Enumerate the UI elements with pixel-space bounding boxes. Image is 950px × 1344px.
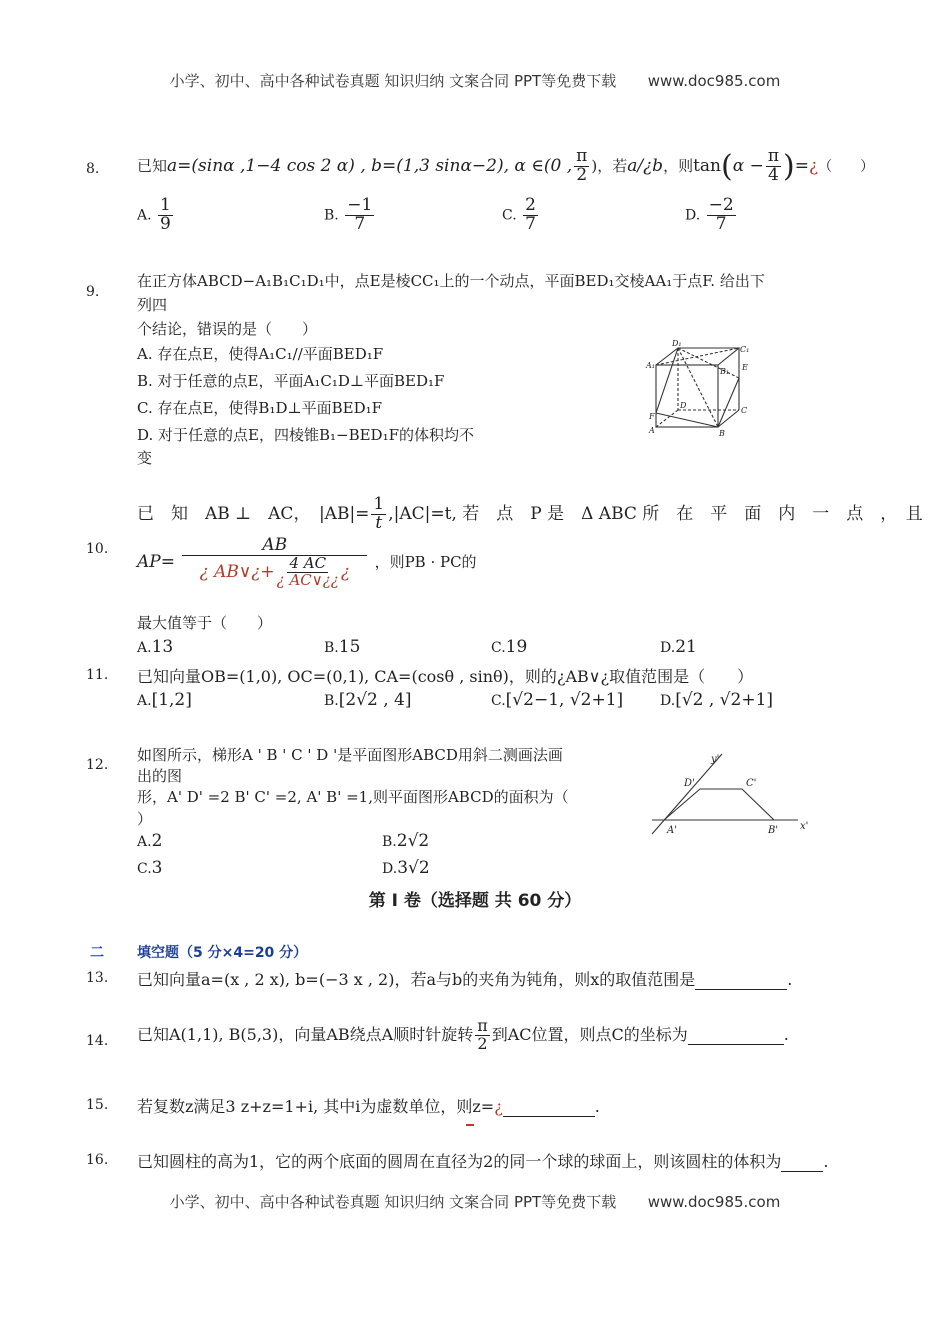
y-axis — [652, 754, 722, 834]
answer-blank-15[interactable] — [503, 1097, 595, 1117]
question-14-number: 14. — [86, 1033, 109, 1049]
question-15-number: 15. — [86, 1097, 109, 1113]
question-10-line3: 最大值等于（ ） — [137, 614, 273, 632]
question-9-option-c[interactable]: C. 存在点E，使得B₁D⊥平面BED₁F — [137, 399, 383, 417]
label-a: A — [649, 426, 655, 435]
section-title: 第 I 卷（选择题 共 60 分） — [368, 891, 582, 911]
question-10-option-c[interactable]: C.19 — [491, 637, 528, 657]
label-y: y' — [711, 754, 720, 765]
red-dash-mark — [466, 1124, 474, 1126]
question-11-option-d[interactable]: D.[√2 , √2+1] — [660, 690, 774, 710]
question-10-option-d[interactable]: D.21 — [660, 637, 697, 657]
header-site: www.doc985.com — [647, 72, 781, 90]
question-12-line4: ） — [137, 810, 153, 828]
question-8-option-c[interactable]: C. $\frac{2}{7}$ — [502, 195, 536, 234]
question-9-option-d-cont: 变 — [137, 449, 153, 467]
cube-figure — [640, 338, 760, 440]
question-10-line1: 已 知 AB ⊥ AC， |AB|= $\frac{1}{t}$ ,|AC|=t, 若 点 P 是 Δ ABC 所 在 平 面 内 一 点 ， 且 — [137, 494, 923, 533]
question-13-stem: 已知向量a=(x , 2 x), b=(−3 x , 2)，若a与b的夹角为钝角，则x的取值范围是 . — [137, 970, 793, 989]
question-12-line3: 形，A' D' =2 B' C' =2, A' B' =1,则平面图形ABCD的面积为（ — [137, 788, 569, 806]
header-text: 小学、初中、高中各种试卷真题 知识归纳 文案合同 PPT等免费下载 — [169, 72, 617, 90]
question-8-option-b[interactable]: B. $\frac{-1}{7}$ — [324, 195, 373, 234]
label-b: B — [719, 429, 725, 438]
question-11-option-b[interactable]: B.[2√2 , 4] — [324, 690, 412, 710]
label-d: D — [680, 401, 687, 410]
question-13-number: 13. — [86, 970, 109, 986]
section2-number: 二 — [90, 945, 104, 961]
answer-blank-16[interactable] — [781, 1152, 823, 1172]
label-d-prime: D' — [684, 778, 695, 789]
question-12-line2: 出的图 — [137, 767, 183, 785]
question-16-number: 16. — [86, 1152, 109, 1168]
answer-blank-13[interactable] — [695, 970, 787, 990]
label-c-prime: C' — [746, 778, 757, 789]
answer-blank-14[interactable] — [688, 1025, 784, 1045]
question-9-number: 9. — [86, 284, 100, 300]
question-12-number: 12. — [86, 757, 109, 773]
question-9-option-b[interactable]: B. 对于任意的点E，平面A₁C₁D⊥平面BED₁F — [137, 372, 445, 390]
question-8-number: 8. — [86, 161, 100, 177]
label-c1: C₁ — [740, 345, 750, 354]
footer-site: www.doc985.com — [647, 1193, 781, 1211]
question-11-option-a[interactable]: A.[1,2] — [137, 690, 192, 710]
question-8-stem: 已知a=(sinα ,1−4 cos 2 α) , b=(1,3 sinα−2), α ∈(0 , $\frac{\pi}{2}$ )，若a/¿b，则tan(α − $\frac{\pi}{4}$ )=¿（ ） — [137, 146, 875, 185]
question-10-option-a[interactable]: A.13 — [137, 637, 174, 657]
label-a-prime: A' — [667, 825, 677, 836]
question-11-number: 11. — [86, 667, 109, 683]
question-10-option-b[interactable]: B.15 — [324, 637, 361, 657]
question-12-option-c[interactable]: C.3 — [137, 858, 163, 878]
label-c: C — [741, 406, 748, 415]
question-9-line3: 个结论，错误的是（ ） — [137, 320, 318, 338]
question-14-stem: 已知A(1,1), B(5,3)，向量AB绕点A顺时针旋转 $\frac{\pi}{2}$ 到AC位置，则点C的坐标为 . — [137, 1016, 789, 1053]
question-16-stem: 已知圆柱的高为1，它的两个底面的圆周在直径为2的同一个球的球面上，则该圆柱的体积为 . — [137, 1152, 829, 1171]
question-9-option-d[interactable]: D. 对于任意的点E，四棱锥B₁−BED₁F的体积均不 — [137, 426, 475, 444]
trapezoid-figure — [648, 748, 818, 840]
question-9-line2: 列四 — [137, 296, 168, 314]
question-10-number: 10. — [86, 541, 109, 557]
label-b-prime: B' — [768, 825, 779, 836]
trapezoid-shape — [664, 789, 774, 820]
question-12-option-a[interactable]: A.2 — [137, 831, 163, 851]
question-9-line1: 在正方体ABCD−A₁B₁C₁D₁中，点E是棱CC₁上的一个动点，平面BED₁交棱AA₁于点F. 给出下 — [137, 272, 765, 290]
page-header — [0, 70, 950, 91]
question-8-option-a[interactable]: A. $\frac{1}{9}$ — [137, 195, 171, 234]
label-d1: D₁ — [672, 339, 682, 348]
page-footer — [0, 1191, 950, 1212]
section2-title: 填空题（5 分×4=20 分） — [137, 945, 308, 961]
question-12-option-d[interactable]: D.3√2 — [382, 858, 430, 878]
question-8-option-d[interactable]: D. $\frac{-2}{7}$ — [685, 195, 734, 234]
question-9-option-a[interactable]: A. 存在点E，使得A₁C₁//平面BED₁F — [137, 345, 384, 363]
question-10-formula: AP= AB ¿ AB∨¿+ $\frac{4 AC}{¿ AC\vee¿¿}$ ¿ ，则PB · PC的 — [137, 535, 477, 589]
question-15-stem: 若复数z满足3 z+z=1+i, 其中i为虚数单位，则z=¿ . — [137, 1097, 600, 1116]
question-11-stem: 已知向量OB=(1,0), OC=(0,1), CA=(cosθ , sinθ)，则的¿AB∨¿取值范围是（ ） — [137, 667, 754, 686]
label-a1: A₁ — [646, 361, 655, 370]
question-12-option-b[interactable]: B.2√2 — [382, 831, 430, 851]
label-b1: B₁ — [720, 367, 730, 376]
footer-text: 小学、初中、高中各种试卷真题 知识归纳 文案合同 PPT等免费下载 — [169, 1193, 617, 1211]
label-e: E — [742, 363, 748, 372]
label-x: x' — [800, 821, 809, 832]
cube-front-face — [656, 365, 718, 427]
question-12-line1: 如图所示，梯形A ' B ' C ' D '是平面图形ABCD用斜二测画法画 — [137, 746, 563, 764]
label-f: F — [649, 412, 655, 421]
question-11-option-c[interactable]: C.[√2−1, √2+1] — [491, 690, 624, 710]
